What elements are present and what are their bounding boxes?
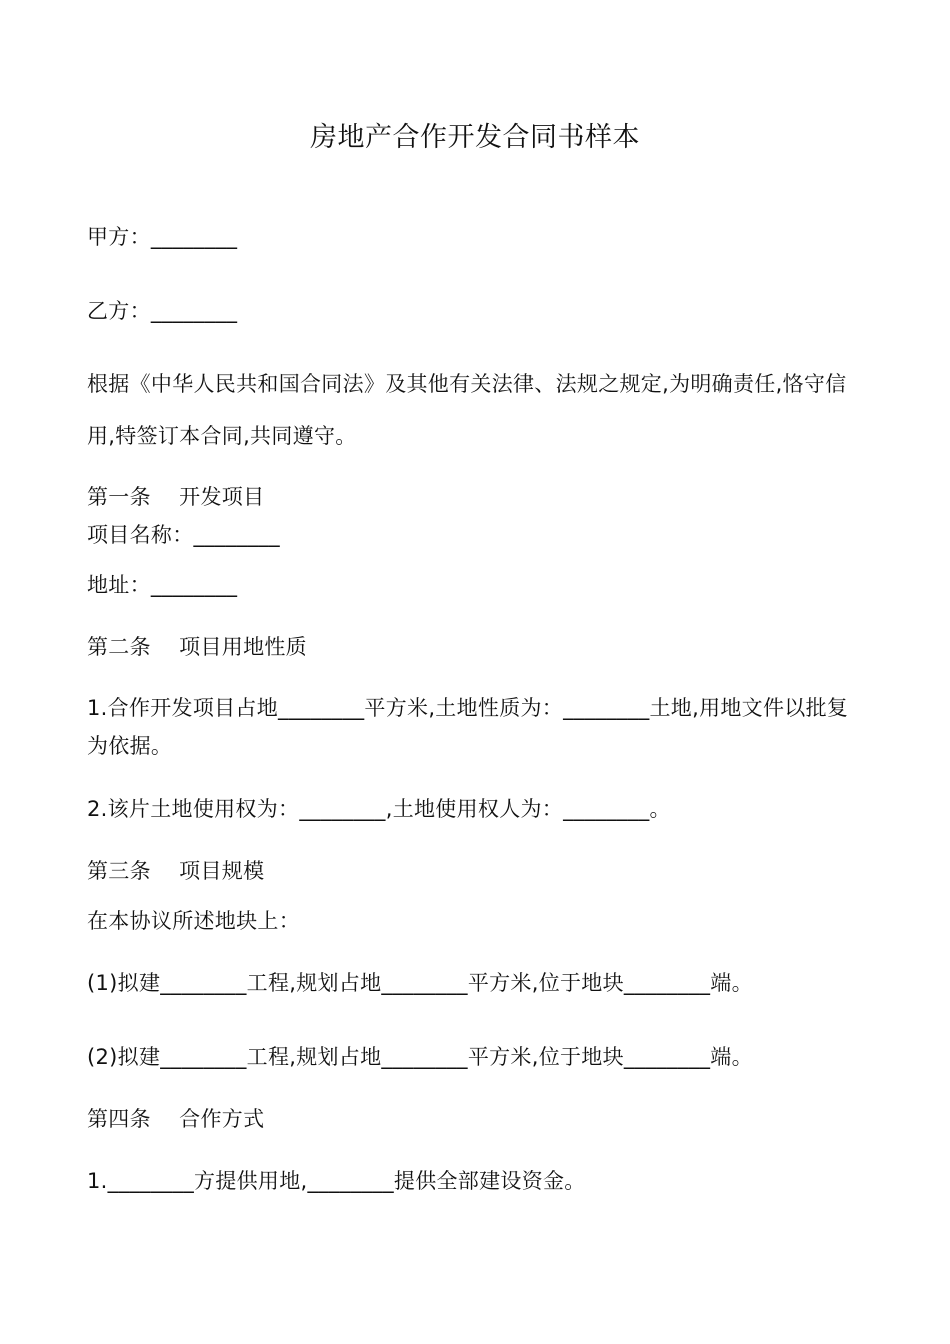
article-3-heading: 第三条 项目规模	[87, 859, 265, 883]
party-b-line: 乙方：________	[87, 299, 238, 323]
project-name-line: 项目名称：________	[87, 523, 280, 547]
article-2-item-1: 1.合作开发项目占地________平方米,土地性质为：________土地,用地文件以批复为依据。	[87, 696, 849, 758]
preamble-paragraph: 根据《中华人民共和国合同法》及其他有关法律、法规之规定,为明确责任,恪守信用,特签订本合同,共同遵守。	[87, 372, 847, 448]
article-1-heading: 第一条 开发项目	[87, 485, 265, 509]
address-line: 地址：________	[87, 573, 238, 597]
article-3-intro: 在本协议所述地块上：	[87, 909, 300, 933]
article-4-item-1: 1.________方提供用地,________提供全部建设资金。	[87, 1169, 586, 1193]
party-a-line: 甲方：________	[87, 225, 238, 249]
article-3-item-1: (1)拟建________工程,规划占地________平方米,位于地块________端。	[87, 971, 753, 995]
document-title: 房地产合作开发合同书样本	[310, 122, 640, 153]
article-3-item-2: (2)拟建________工程,规划占地________平方米,位于地块________端。	[87, 1045, 753, 1069]
article-4-heading: 第四条 合作方式	[87, 1107, 265, 1131]
article-2-heading: 第二条 项目用地性质	[87, 635, 307, 659]
article-2-item-2: 2.该片土地使用权为：________,土地使用权人为：________。	[87, 797, 671, 821]
